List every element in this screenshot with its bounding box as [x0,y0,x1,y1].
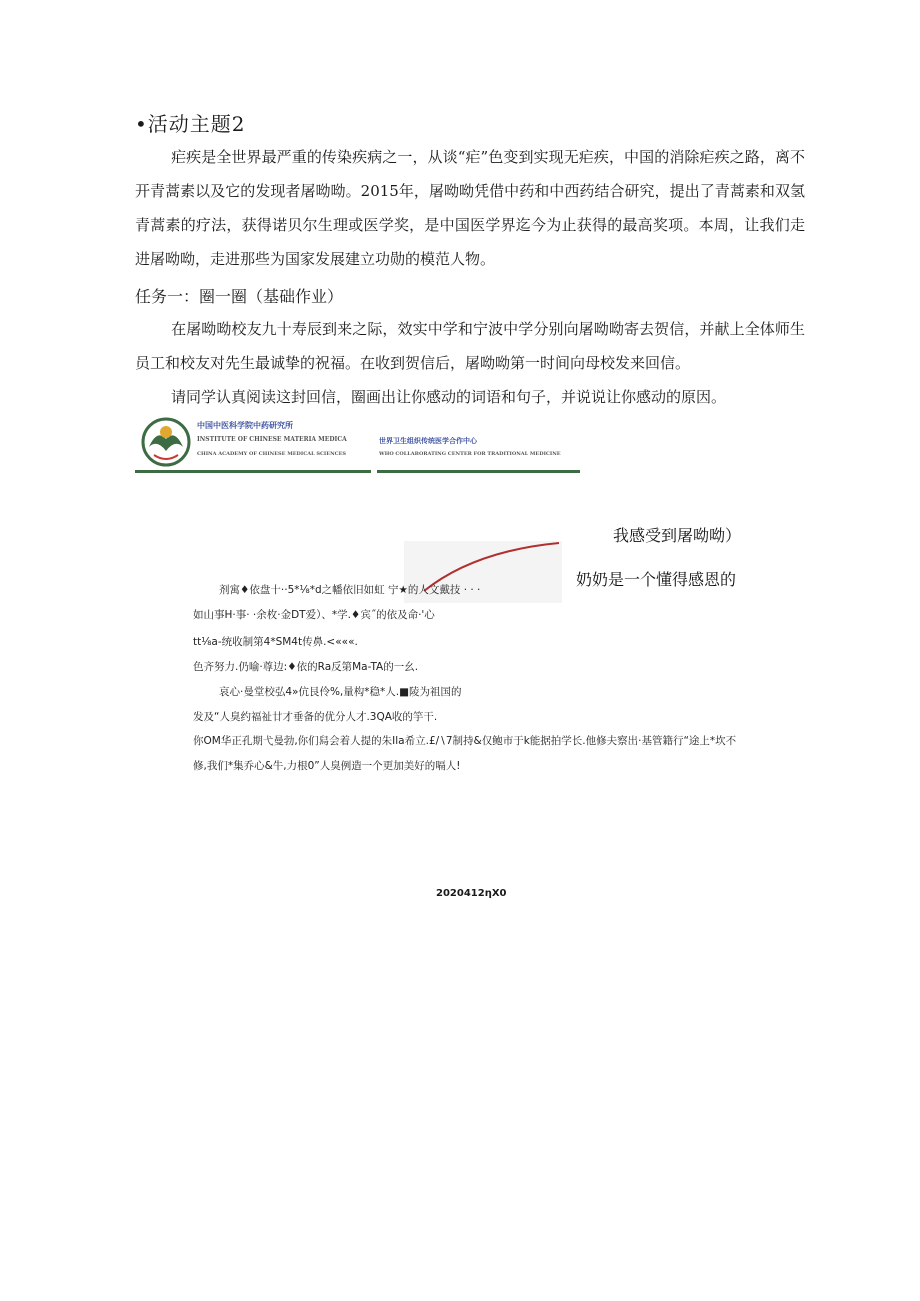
task-paragraph-2 [135,380,805,414]
task-paragraph-1 [135,312,805,380]
letter-date: 2020412ηX0 [436,888,507,899]
activity-title: •活动主题2 [135,112,246,136]
task-paragraph-2-text: 请同学认真阅读这封回信，圈画出让你感动的词语和句子，并说说让你感动的原因。 [171,388,727,406]
letterhead-who-en: WHO COLLABORATING CENTER FOR TRADITIONAL MEDICINE [379,451,561,457]
letter-line-2: 如山事H·事· ·余枚·金DT爱）、*学.♦宾˝的依及命·'心 [193,609,435,621]
institute-logo-icon [139,417,193,467]
letterhead-right [377,414,580,473]
letter-line-8: 修,我们*集乔心&牛,力根0”人臭例造一个更加美好的嗝人! [193,760,461,772]
letterhead-who-cn: 世界卫生组织传统医学合作中心 [379,436,477,445]
task-heading: 任务一：圈一圈（基础作业） [135,287,344,306]
letter-line-3: tt⅛a-统收制第4*SM4t传鼻.<«««. [193,636,358,648]
letterhead-institute-cn: 中国中医科学院中药研究所 [197,420,293,430]
letter-line-1: 剂寓♦依盘十··5*⅛*d之幡依旧如虹 宁★的人文戴技 · · · [219,584,481,596]
annotation-note-1: 我感受到屠呦呦） [613,526,742,545]
letterhead-left [135,414,371,473]
letterhead-institute-en: INSTITUTE OF CHINESE MATERIA MEDICA [197,436,347,443]
intro-text: 疟疾是全世界最严重的传染疾病之一，从谈“疟”色变到实现无疟疾，中国的消除疟疾之路，离不开青蒿素以及它的发现者屠呦呦。2015年，屠呦呦凭借中药和中西药结合研究，提出了青蒿素和双氢青蒿素的疗法，获得诺贝尔生理或医学奖，是中国医学界迄今为止获得的最高奖项。本周，让我们走进屠呦呦，走进那些为国家发展建立功勋的模范人物。 [135,148,805,268]
letter-line-6: 发及“人臭约福祉廿才垂备的优分人才.3QA收的竽干. [193,711,438,723]
letter-line-4: 色齐努力.仍喻·尊边:♦依的Ra反第Ma-TA的一幺. [193,661,419,673]
letterhead-academy-en: CHINA ACADEMY OF CHINESE MEDICAL SCIENCES [197,451,347,457]
task-paragraph-1-text: 在屠呦呦校友九十寿辰到来之际，效实中学和宁波中学分别向屠呦呦寄去贺信，并献上全体师生员工和校友对先生最诚挚的祝福。在收到贺信后，屠呦呦第一时间向母校发来回信。 [135,320,805,372]
letterhead [135,414,580,474]
letter-line-5: 哀心·曼堂校弘4»伉艮伶%,量构*稳*人.■陵为祖国的 [219,686,462,698]
annotation-note-2: 奶奶是一个懂得感恩的 [576,570,737,589]
letter-line-7: 你OM华正孔期弋曼勃,你们舄会着人提的朱Ila希立.£/∖7制持&仅鲍市于k能据拍学长.他修夫察出·基管籍行“途上*坎不 [193,735,737,747]
intro-paragraph [135,140,805,276]
